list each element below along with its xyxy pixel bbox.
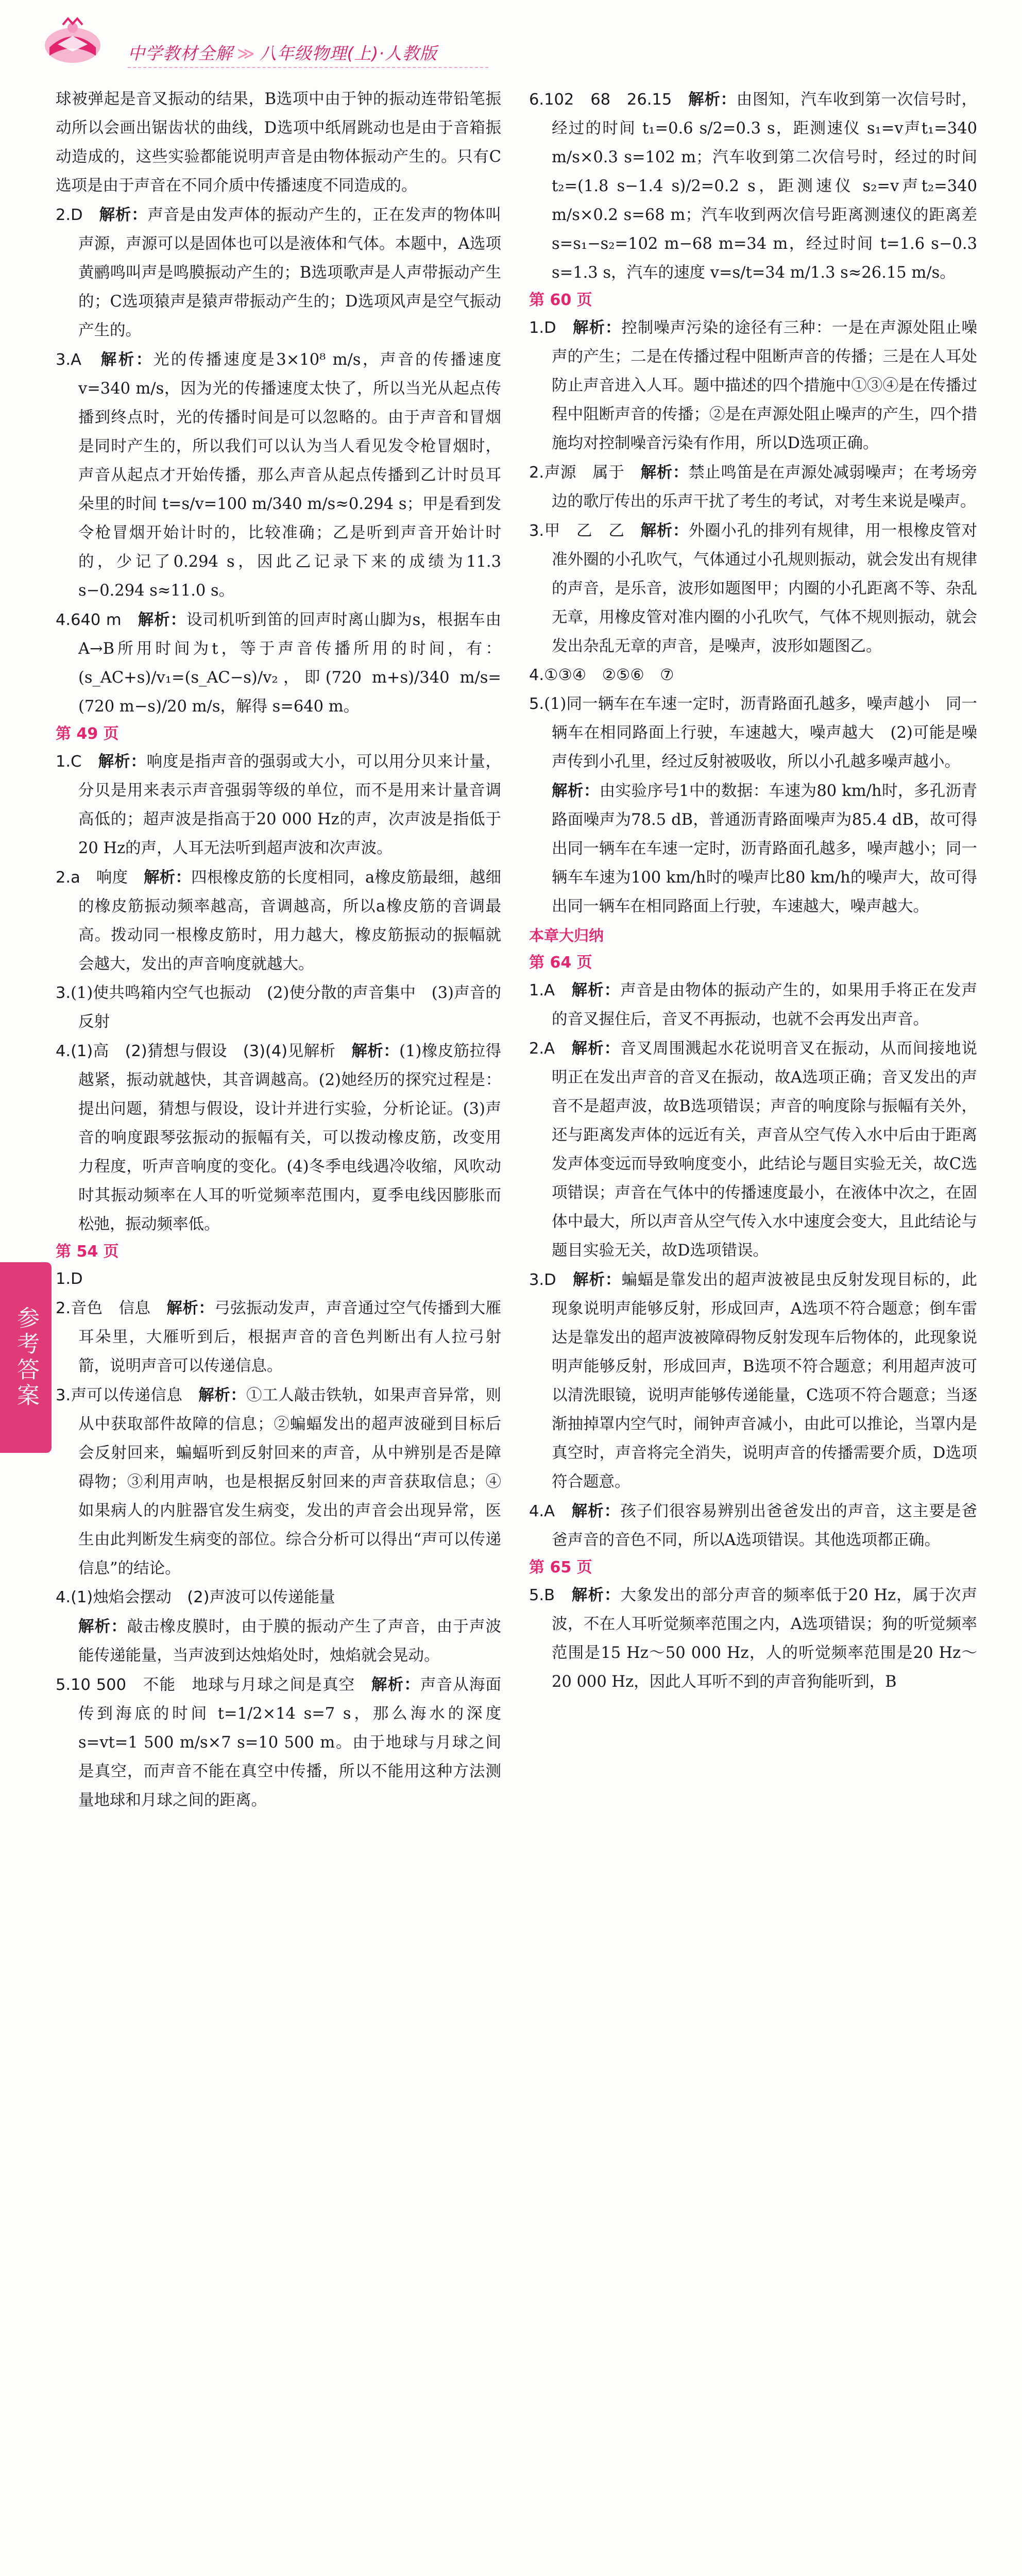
- answer-value: 声源 属于: [544, 464, 625, 482]
- explanation-label: 解析：: [688, 90, 737, 109]
- answer-item: [529, 85, 977, 287]
- answer-explanation: [529, 776, 977, 921]
- header-rule: [128, 67, 488, 68]
- explanation-label: 解析：: [78, 1617, 127, 1636]
- answer-number: 3.: [529, 1271, 544, 1289]
- answer-item: [529, 976, 977, 1034]
- answer-number: 2.: [56, 1299, 71, 1317]
- page-heading: 第 60 页: [529, 291, 592, 309]
- page-heading: 第 54 页: [56, 1243, 119, 1261]
- answer-item: [529, 690, 977, 776]
- answer-value: A: [544, 981, 555, 999]
- explanation-label: 解析：: [571, 1039, 621, 1058]
- answer-value: 10 500 不能 地球与月球之间是真空: [71, 1676, 355, 1694]
- explanation-text: 禁止鸣笛是在声源处减弱噪声；在考场旁边的歌厅传出的乐声干扰了考生的考试，对考生来说是噪声。: [552, 464, 978, 511]
- page-footer: [0, 1473, 1022, 1545]
- answer-number: 1.: [56, 753, 71, 771]
- left-column: [56, 85, 501, 1815]
- answer-value: D: [544, 319, 556, 337]
- answer-value: A: [544, 1040, 555, 1058]
- chapter-summary-heading: 本章大归纳: [529, 927, 604, 944]
- answer-value: 102 68 26.15: [544, 91, 672, 109]
- answer-number: 3.: [56, 984, 71, 1002]
- explanation-text: 由图知，汽车收到第一次信号时，经过的时间 t₁=0.6 s/2=0.3 s，距测速仪 s₁=v声t₁=340 m/s×0.3 s=102 m；汽车收到第二次信号时，经过的时间 t₂=(1.8 s−1.4 s)/2=0.2 s，距测速仪 s₂=v声t₂=340 m/s×0.2 s=68 m；汽车收到两次信号距离测速仪的距离差 s=s₁−s₂=102 m−68 m=34 m，经过时间 t=1.6 s−0.3 s=1.3 s，汽车的速度 v=s/t=34 m/1.3 s≈26.15 m/s。: [552, 91, 978, 282]
- explanation-text: 声音从海面传到海底的时间 t=1/2×14 s=7 s，那么海水的深度 s=vt=1 500 m/s×7 s=10 500 m。由于地球与月球之间是真空，而声音不能在真空中传播，所以不能用这种方法测量地球和月球之间的距离。: [78, 1676, 502, 1809]
- explanation-text: 大象发出的部分声音的频率低于20 Hz，属于次声波，不在人耳听觉频率范围之内，A选项错误；狗的听觉频率范围是15 Hz～50 000 Hz，人的听觉频率范围是20 Hz～20 000 Hz，因此人耳听不到的声音狗能听到，B: [552, 1586, 978, 1691]
- answer-value: 甲 乙 乙: [544, 522, 625, 540]
- page-heading: 第 65 页: [529, 1558, 592, 1577]
- explanation-text: 蝙蝠是靠发出的超声波被昆虫反射发现目标的，此现象说明声能够反射，形成回声，A选项不符合题意；倒车雷达是靠发出的超声波被障碍物反射发现车后物体的，此现象说明声能够反射，形成回声，B选项不符合题意；利用超声波可以清洗眼镜，说明声能够传递能量，C选项不符合题意；当逐渐抽掉罩内空气时，闹钟声音减小，由此可以推论，当罩内是真空时，声音将完全消失，说明声音的传播需要介质，D选项符合题意。: [552, 1271, 978, 1491]
- explanation-text: ①工人敲击铁轨，如果声音异常，则从中获取部件故障的信息；②蝙蝠发出的超声波碰到目标后会反射回来，蝙蝠听到反射回来的声音，从中辨别是否是障碍物；③利用声呐，也是根据反射回来的声音获取信息；④如果病人的内脏器官发生病变，发出的声音会出现异常，医生由此判断发生病变的部位。综合分析可以得出“声可以传递信息”的结论。: [78, 1386, 502, 1578]
- answer-item: [529, 1581, 977, 1697]
- header-separator: ≫: [237, 43, 256, 63]
- answer-number: 4.: [529, 666, 544, 684]
- answer-number: 1.: [56, 1270, 71, 1288]
- explanation-label: 解析：: [571, 981, 621, 999]
- explanation-text: (1)使共鸣箱内空气也振动 (2)使分散的声音集中 (3)声音的反射: [71, 984, 501, 1031]
- answer-item: [529, 661, 977, 690]
- answer-item: [56, 1583, 501, 1612]
- right-column: [529, 85, 977, 1697]
- answer-number: 5.: [56, 1676, 71, 1694]
- answer-number: 1.: [529, 319, 544, 337]
- answer-item: [56, 863, 501, 979]
- answer-item: [56, 1294, 501, 1381]
- answer-item: [56, 1265, 501, 1294]
- answer-item: [56, 979, 501, 1037]
- explanation-text: 孩子们很容易辨别出爸爸发出的声音，这主要是爸爸声音的音色不同，所以A选项错误。其他选项都正确。: [552, 1502, 978, 1549]
- explanation-text: 弓弦振动发声，声音通过空气传播到大雁耳朵里，大雁听到后，根据声音的音色判断出有人拉弓射箭，说明声音可以传递信息。: [78, 1299, 502, 1375]
- answer-item: [529, 1034, 977, 1265]
- answer-value: A: [71, 351, 81, 369]
- explanation-text: 声音是由发声体的振动产生的，正在发声的物体叫声源，声源可以是固体也可以是液体和气体。本题中，A选项黄鹂鸣叫声是鸣膜振动产生的；B选项歌声是人声带振动产生的；C选项猿声是猿声带振动产生的；D选项风声是空气振动产生的。: [78, 206, 502, 340]
- answer-value: a 响度: [71, 869, 128, 887]
- explanation-text: 四根橡皮筋的长度相同，a橡皮筋最细，越细的橡皮筋振动频率越高，音调越高，所以a橡皮筋的音调最高。拨动同一根橡皮筋时，用力越大，橡皮筋振动的振幅就会越大，发出的声音响度就越大。: [78, 869, 502, 973]
- answer-value: C: [71, 753, 82, 771]
- answer-value: D: [544, 1271, 556, 1289]
- answer-item: [56, 345, 501, 605]
- explanation-label: 解析：: [198, 1386, 247, 1404]
- answer-value: ①③④ ②⑤⑥ ⑦: [544, 666, 674, 684]
- explanation-text: 敲击橡皮膜时，由于膜的振动产生了声音，由于声波能传递能量，当声波到达烛焰处时，烛焰就会晃动。: [78, 1618, 502, 1665]
- answer-continuation: 球被弹起是音叉振动的结果，B选项中由于钟的振动连带铅笔振动所以会画出锯齿状的曲线，D选项中纸屑跳动也是由于音箱振动造成的，这些实验都能说明声音是由物体振动产生的。只有C选项是由于声音在不同介质中传播速度不同造成的。: [56, 90, 501, 195]
- explanation-label: 解析：: [640, 521, 689, 540]
- explanation-label: 解析：: [573, 318, 622, 337]
- explanation-label: 解析：: [573, 1270, 622, 1289]
- explanation-label: 解析：: [552, 782, 600, 800]
- answer-item: [56, 747, 501, 863]
- page-heading: 第 64 页: [529, 954, 592, 972]
- explanation-text: 设司机听到笛的回声时离山脚为s，根据车由A→B所用时间为t，等于声音传播所用的时间，有：(s_AC+s)/v₁=(s_AC−s)/v₂，即(720 m+s)/340 m/s=(720 m−s)/20 m/s，解得 s=640 m。: [78, 611, 502, 716]
- answer-number: 3.: [56, 1386, 71, 1404]
- explanation-text: 音叉周围溅起水花说明音叉在振动，从而间接地说明正在发出声音的音叉在振动，故A选项正确；音叉发出的声音不是超声波，故B选项错误；声音的响度除与振幅有关外，还与距离发声体的远近有关，声音从空气传入水中后由于距离发声体变远而导致响度变小，此结论与题目实验无关，故C选项错误；声音在气体中的传播速度最小，在液体中次之，在固体中最大，所以声音从空气传入水中速度会变大，且此结论与题目实验无关，故D选项错误。: [552, 1040, 978, 1260]
- explanation-label: 解析：: [640, 463, 689, 482]
- answer-explanation: [56, 1612, 501, 1670]
- explanation-label: 解析：: [571, 1586, 621, 1604]
- explanation-text: 外圈小孔的排列有规律，用一根橡皮管对准外圈的小孔吹气，气体通过小孔规则振动，就会发出有规律的声音，是乐音，波形如题图甲；内圈的小孔距离不等、杂乱无章，用橡皮管对准内圈的小孔吹气，气体不规则振动，就会发出杂乱无章的声音，是噪声，波形如题图乙。: [552, 522, 978, 655]
- explanation-label: 解析：: [351, 1042, 400, 1060]
- answer-value: A: [544, 1502, 555, 1520]
- explanation-label: 解析：: [371, 1675, 420, 1694]
- answer-number: 2.: [529, 1040, 544, 1058]
- explanation-label: 解析：: [138, 611, 186, 629]
- answer-value: D: [71, 206, 83, 224]
- answer-value: D: [71, 1270, 83, 1288]
- answer-number: 2.: [56, 206, 71, 224]
- answer-item: [529, 458, 977, 516]
- explanation-text: 光的传播速度是3×10⁸ m/s，声音的传播速度v=340 m/s，因为光的传播速度太快了，所以当光从起点传播到终点时，光的传播时间是可以忽略的。由于声音和冒烟是同时产生的，所以我们可以认为当人看见发令枪冒烟时，声音从起点才开始传播，那么声音从起点传播到乙计时员耳朵里的时间 t=s/v=100 m/340 m/s≈0.294 s；甲是看到发令枪冒烟开始计时的，比较准确；乙是听到声音开始计时的，少记了0.294 s，因此乙记录下来的成绩为11.3 s−0.294 s≈11.0 s。: [78, 351, 502, 600]
- answer-item: [56, 200, 501, 345]
- book-title: 中学教材全解: [128, 43, 233, 63]
- explanation-label: 解析：: [571, 1502, 621, 1520]
- answer-number: 6.: [529, 91, 544, 109]
- explanation-text: 由实验序号1中的数据：车速为80 km/h时，多孔沥青路面噪声为78.5 dB，普通沥青路面噪声为85.4 dB，故可得出同一辆车在车速一定时，沥青路面孔越多，噪声越小；同一辆车车速为100 km/h时的噪声比80 km/h的噪声大，故可得出同一辆车在相同路面上行驶，车速越大，噪声越大。: [552, 782, 978, 916]
- answer-number: 4.: [56, 611, 71, 629]
- answer-number: 4.: [56, 1042, 71, 1060]
- book-logo-icon: [42, 15, 103, 67]
- answer-item: [56, 605, 501, 721]
- explanation-label: 解析：: [98, 752, 147, 771]
- explanation-text: 响度是指声音的强弱或大小，可以用分贝来计量，分贝是用来表示声音强弱等级的单位，而不是用来计量音调高低的；超声波是指高于20 000 Hz的声，次声波是指低于20 Hz的声，人耳无法听到超声波和次声波。: [78, 753, 502, 857]
- answer-item: [56, 1037, 501, 1239]
- answer-number: 5.: [529, 695, 544, 713]
- answer-number: 4.: [529, 1502, 544, 1520]
- header-title: [128, 40, 437, 64]
- answer-number: 3.: [529, 522, 544, 540]
- answer-value: (1)高 (2)猜想与假设 (3)(4)见解析: [71, 1042, 336, 1060]
- answer-number: 3.: [56, 351, 71, 369]
- page-heading: 第 49 页: [56, 725, 119, 743]
- answer-number: 5.: [529, 1586, 544, 1604]
- answer-key-tab: 参考答案: [0, 1262, 52, 1453]
- answer-number: 1.: [529, 981, 544, 999]
- answer-number: 4.: [56, 1588, 71, 1606]
- answer-number: 2.: [529, 464, 544, 482]
- answer-value: 640 m: [71, 611, 122, 629]
- answer-value: (1)烛焰会摆动 (2)声波可以传递能量: [71, 1588, 335, 1606]
- answer-item: [529, 1265, 977, 1497]
- answer-item: [529, 313, 977, 458]
- explanation-text: 声音是由物体的振动产生的，如果用手将正在发声的音叉握住后，音叉不再振动，也就不会再发出声音。: [552, 981, 978, 1028]
- answer-number: 2.: [56, 869, 71, 887]
- answer-item: [529, 516, 977, 661]
- explanation-label: 解析：: [99, 206, 148, 224]
- answer-value: 音色 信息: [71, 1299, 151, 1317]
- page-header: [0, 0, 1022, 77]
- explanation-text: 控制噪声污染的途径有三种：一是在声源处阻止噪声的产生；二是在传播过程中阻断声音的传播；三是在人耳处防止声音进入人耳。题中描述的四个措施中①③④是在传播过程中阻断声音的传播；②是在声源处阻止噪声的产生，四个措施均对控制噪音污染有作用，所以D选项正确。: [552, 319, 978, 452]
- answer-value: B: [544, 1586, 555, 1604]
- answer-item: [56, 1670, 501, 1815]
- explanation-text: (1)橡皮筋拉得越紧，振动就越快，其音调越高。(2)她经历的探究过程是：提出问题，猜想与假设，设计并进行实验，分析论证。(3)声音的响度跟琴弦振动的振幅有关，可以拨动橡皮筋，改变用力程度，听声音响度的变化。(4)冬季电线遇冷收缩，风吹动时其振动频率在人耳的听觉频率范围内，夏季电线因膨胀而松弛，振动频率低。: [78, 1042, 502, 1233]
- explanation-text: (1)同一辆车在车速一定时，沥青路面孔越多，噪声越小 同一辆车在相同路面上行驶，车速越大，噪声越大 (2)可能是噪声传到小孔里，经过反射被吸收，所以小孔越多噪声越小。: [544, 695, 977, 771]
- explanation-label: 解析：: [166, 1299, 215, 1317]
- explanation-label: 解析：: [100, 350, 154, 369]
- answer-value: 声可以传递信息: [71, 1386, 183, 1404]
- explanation-label: 解析：: [143, 868, 192, 887]
- book-subtitle: 八年级物理(上)·人教版: [259, 43, 437, 63]
